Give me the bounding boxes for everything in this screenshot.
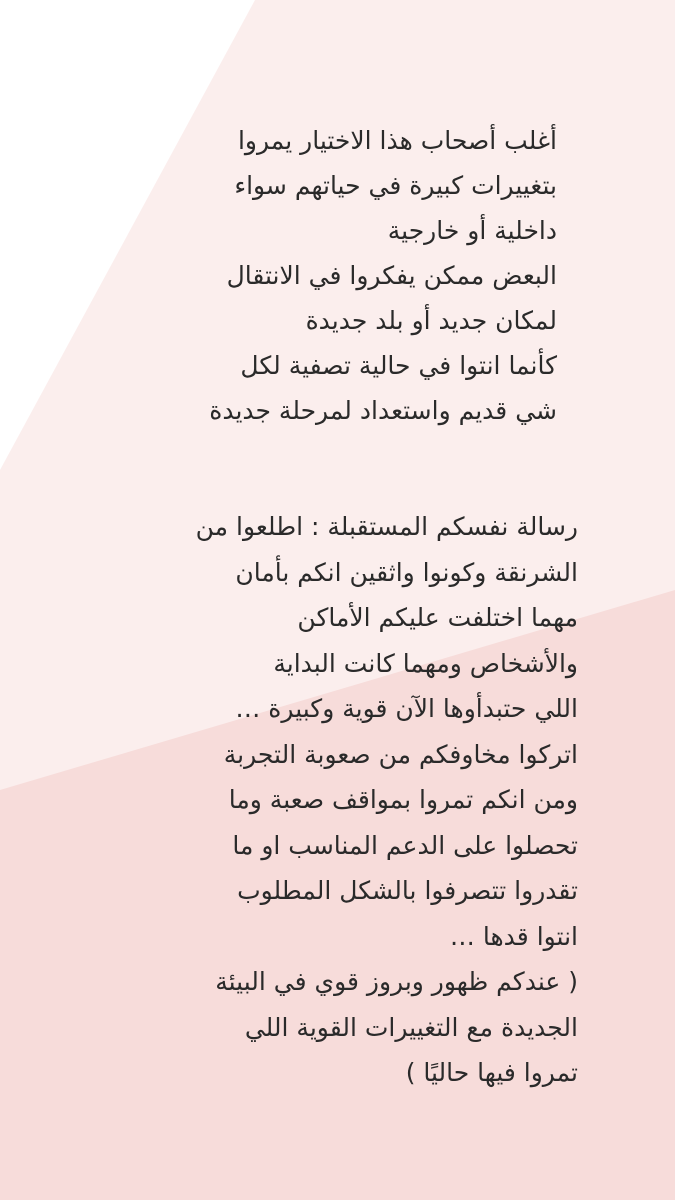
message-line: ( عندكم ظهور وبروز قوي في البيئة [215,967,578,996]
intro-line: شي قديم واستعداد لمرحلة جديدة [209,396,557,425]
intro-line: البعض ممكن يفكروا في الانتقال [226,261,557,290]
message-line: الشرنقة وكونوا واثقين انكم بأمان [235,557,578,587]
message-line: الجديدة مع التغييرات القوية اللي [244,1012,578,1042]
message-line: رسالة نفسكم المستقبلة : اطلعوا من [195,512,578,541]
intro-line: لمكان جديد أو بلد جديدة [305,306,557,335]
message-paragraph [58,504,578,1096]
message-line: تقدروا تتصرفوا بالشكل المطلوب [237,876,578,905]
message-line: تمروا فيها حاليًا ) [405,1058,578,1087]
intro-paragraph [87,118,557,433]
message-line: انتوا قدها … [449,921,578,951]
message-line: اتركوا مخاوفكم من صعوبة التجربة [223,739,578,769]
message-line: ومن انكم تمروا بمواقف صعبة وما [228,785,578,814]
message-line: مهما اختلفت عليكم الأماكن [297,603,578,632]
message-line: اللي حتبدأوها الآن قوية وكبيرة … [235,694,578,723]
intro-line: أغلب أصحاب هذا الاختيار يمروا [237,126,557,155]
intro-line: داخلية أو خارجية [387,216,557,245]
intro-line: كأنما انتوا في حالية تصفية لكل [240,351,557,380]
message-line: والأشخاص ومهما كانت البداية [273,648,578,678]
intro-line: بتغييرات كبيرة في حياتهم سواء [234,171,557,200]
message-line: تحصلوا على الدعم المناسب او ما [232,830,578,860]
